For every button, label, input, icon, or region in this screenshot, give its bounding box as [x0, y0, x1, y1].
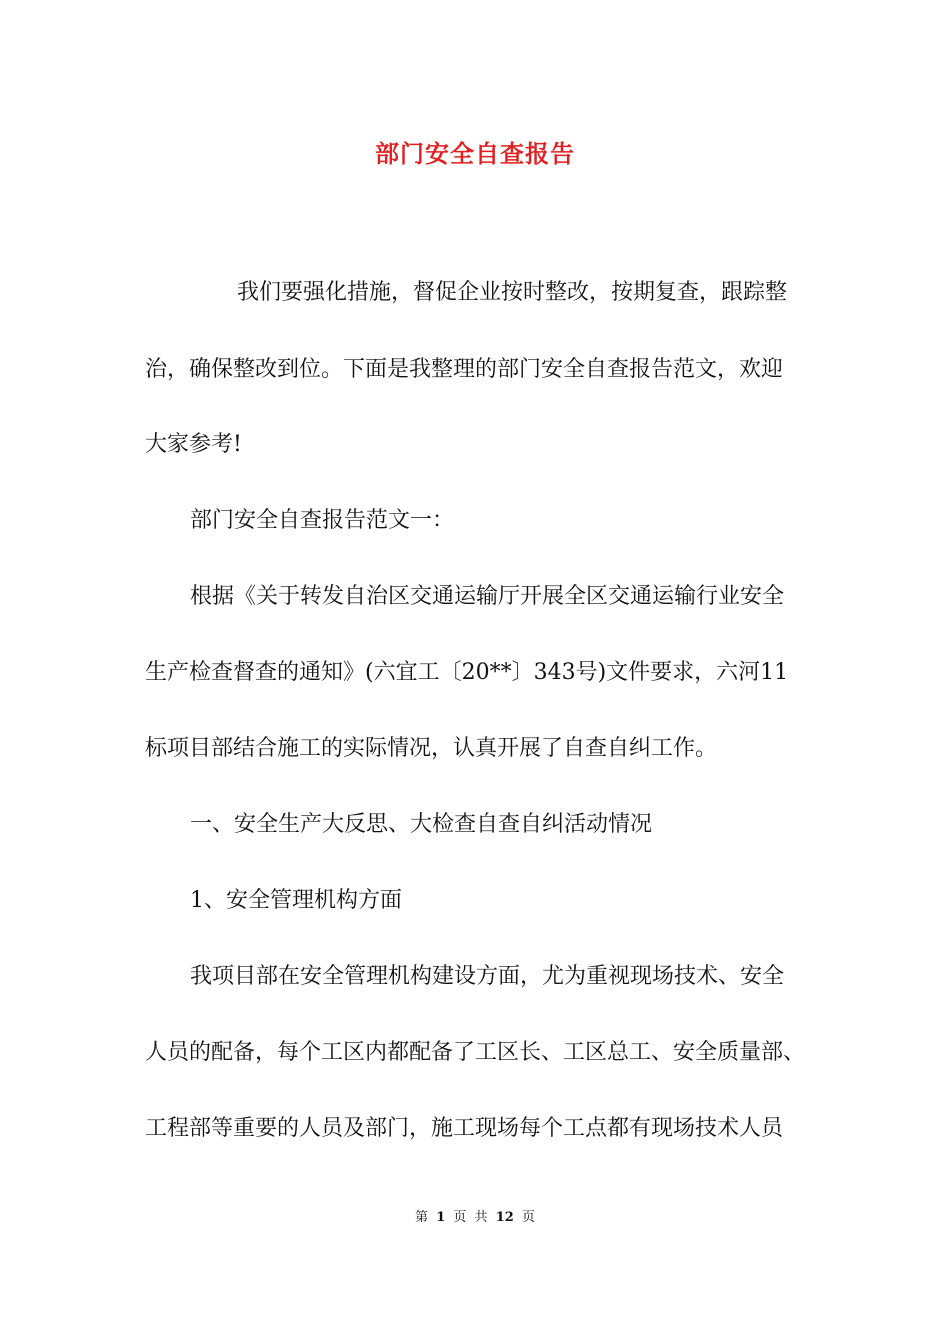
- document-title: 部门安全自查报告: [375, 139, 575, 168]
- footer-di: 第: [415, 1210, 429, 1225]
- paragraph-line: 治，确保整改到位。下面是我整理的部门安全自查报告范文，欢迎: [145, 357, 784, 382]
- footer-total-pages: 12: [495, 1210, 514, 1225]
- footer-gong: 共: [474, 1210, 488, 1225]
- footer-page-number: 1: [436, 1210, 446, 1225]
- footer-ye-end: 页: [521, 1210, 535, 1225]
- footer-ye: 页: [453, 1210, 467, 1225]
- paragraph-line: 我们要强化措施，督促企业按时整改，按期复查，跟踪整: [237, 280, 788, 305]
- page-footer: [0, 1208, 950, 1228]
- paragraph-line: 人员的配备，每个工区内都配备了工区长、工区总工、安全质量部、: [145, 1040, 806, 1065]
- paragraph-line: 生产检查督查的通知》(六宜工〔20**〕343号)文件要求，六河11: [145, 660, 789, 685]
- paragraph-line: 我项目部在安全管理机构建设方面，尤为重视现场技术、安全: [190, 964, 785, 989]
- section-heading: 部门安全自查报告范文一：: [190, 508, 455, 533]
- subsection-heading: 1、安全管理机构方面: [190, 888, 402, 913]
- paragraph-line: 标项目部结合施工的实际情况，认真开展了自查自纠工作。: [145, 736, 718, 761]
- paragraph-line: 工程部等重要的人员及部门，施工现场每个工点都有现场技术人员: [145, 1116, 784, 1141]
- section-heading: 一、安全生产大反思、大检查自查自纠活动情况: [190, 812, 653, 837]
- paragraph-line: 大家参考!: [145, 432, 242, 457]
- paragraph-line: 根据《关于转发自治区交通运输厅开展全区交通运输行业安全: [190, 584, 785, 609]
